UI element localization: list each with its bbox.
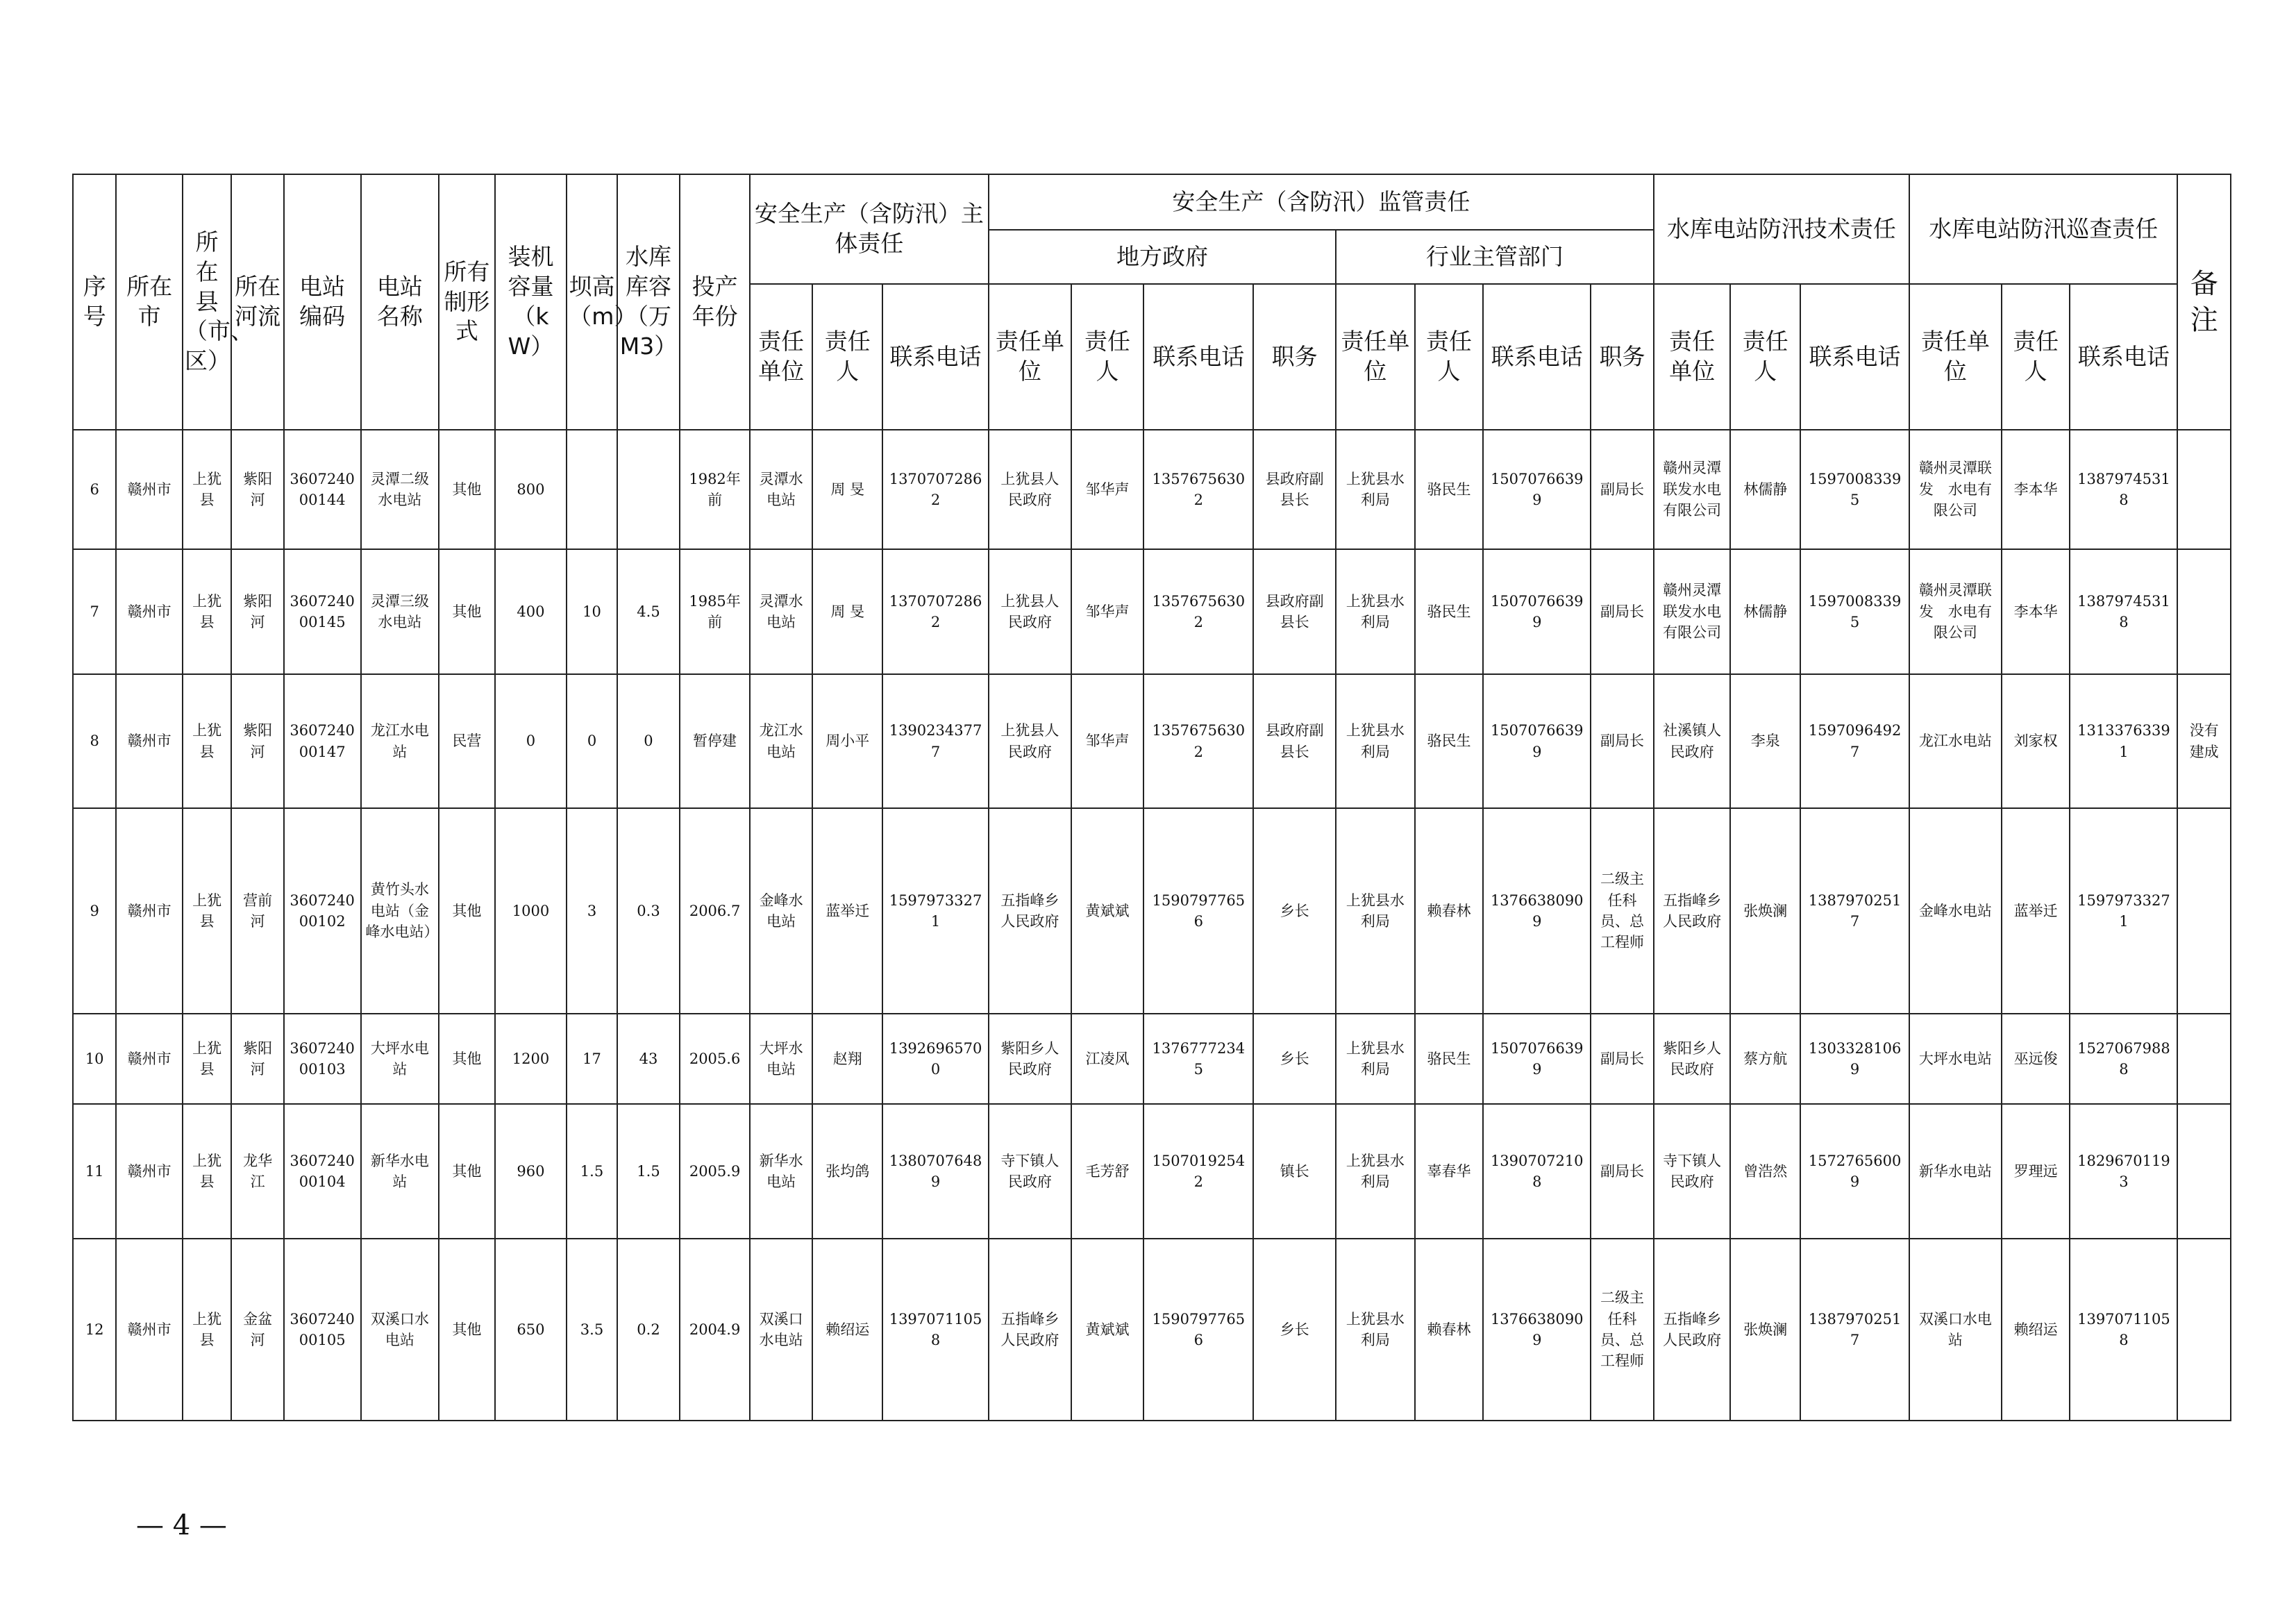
cell-gt: 15070192542 bbox=[1143, 1104, 1253, 1239]
cell-pt: 18296701193 bbox=[2070, 1104, 2177, 1239]
cell-pt: 13133763391 bbox=[2070, 674, 2177, 808]
cell-gu: 上犹县人民政府 bbox=[989, 674, 1071, 808]
cell-mu: 大坪水电站 bbox=[750, 1014, 813, 1104]
cell-gp: 邹华声 bbox=[1071, 430, 1144, 549]
cell-city: 赣州市 bbox=[116, 549, 183, 674]
cell-own: 其他 bbox=[439, 1014, 494, 1104]
cell-it: 13766380909 bbox=[1483, 808, 1591, 1014]
cell-own: 其他 bbox=[439, 808, 494, 1014]
cell-mt: 13970711058 bbox=[882, 1239, 989, 1421]
cell-mt: 13902343777 bbox=[882, 674, 989, 808]
cell-pu: 双溪口水电站 bbox=[1909, 1239, 2002, 1421]
cell-gp: 毛芳舒 bbox=[1071, 1104, 1144, 1239]
cell-ij: 副局长 bbox=[1591, 549, 1654, 674]
cell-ij: 副局长 bbox=[1591, 1014, 1654, 1104]
cell-gp: 邹华声 bbox=[1071, 674, 1144, 808]
cell-storage: 0 bbox=[617, 674, 680, 808]
header-remarks: 备注 bbox=[2177, 174, 2231, 430]
header-patrol-responsibility: 水库电站防汛巡查责任 bbox=[1909, 174, 2177, 284]
cell-name: 灵潭三级水电站 bbox=[361, 549, 439, 674]
cell-tt: 13879702517 bbox=[1800, 808, 1909, 1014]
cell-rem bbox=[2177, 1014, 2231, 1104]
cell-pp: 李本华 bbox=[2002, 549, 2070, 674]
cell-ip: 骆民生 bbox=[1415, 1014, 1484, 1104]
cell-it: 15070766399 bbox=[1483, 549, 1591, 674]
cell-rem bbox=[2177, 549, 2231, 674]
cell-gt: 13767772345 bbox=[1143, 1014, 1253, 1104]
cell-tu: 社溪镇人民政府 bbox=[1654, 674, 1731, 808]
header-tech-phone: 联系电话 bbox=[1800, 284, 1909, 430]
cell-it: 15070766399 bbox=[1483, 430, 1591, 549]
cell-ij: 二级主任科员、总工程师 bbox=[1591, 808, 1654, 1014]
cell-ip: 赖春林 bbox=[1415, 1239, 1484, 1421]
header-station-name: 电站名称 bbox=[361, 174, 439, 430]
header-main-phone: 联系电话 bbox=[882, 284, 989, 430]
cell-tu: 紫阳乡人民政府 bbox=[1654, 1014, 1731, 1104]
cell-tt: 15970964927 bbox=[1800, 674, 1909, 808]
header-year: 投产年份 bbox=[680, 174, 750, 430]
header-tech-responsibility: 水库电站防汛技术责任 bbox=[1654, 174, 1909, 284]
cell-county: 上犹县 bbox=[183, 1239, 231, 1421]
cell-code: 360724000104 bbox=[284, 1104, 361, 1239]
cell-gp: 邹华声 bbox=[1071, 549, 1144, 674]
cell-name: 大坪水电站 bbox=[361, 1014, 439, 1104]
cell-dam bbox=[567, 430, 617, 549]
cell-cap: 650 bbox=[495, 1239, 567, 1421]
cell-iu: 上犹县水利局 bbox=[1336, 674, 1415, 808]
cell-ip: 骆民生 bbox=[1415, 430, 1484, 549]
cell-mt: 13926965700 bbox=[882, 1014, 989, 1104]
cell-tp: 林儒静 bbox=[1730, 430, 1800, 549]
cell-mu: 金峰水电站 bbox=[750, 808, 813, 1014]
header-industry-phone: 联系电话 bbox=[1483, 284, 1591, 430]
table-row bbox=[73, 549, 2231, 674]
cell-pu: 金峰水电站 bbox=[1909, 808, 2002, 1014]
cell-year: 2006.7 bbox=[680, 808, 750, 1014]
cell-it: 15070766399 bbox=[1483, 674, 1591, 808]
cell-county: 上犹县 bbox=[183, 1104, 231, 1239]
header-dam-height: 坝高（m） bbox=[567, 174, 617, 430]
cell-iu: 上犹县水利局 bbox=[1336, 1014, 1415, 1104]
cell-mp: 蓝举迁 bbox=[812, 808, 882, 1014]
header-industry-person: 责任人 bbox=[1415, 284, 1484, 430]
cell-name: 双溪口水电站 bbox=[361, 1239, 439, 1421]
cell-ip: 辜春华 bbox=[1415, 1104, 1484, 1239]
cell-pu: 新华水电站 bbox=[1909, 1104, 2002, 1239]
cell-year: 暂停建 bbox=[680, 674, 750, 808]
cell-tu: 五指峰乡人民政府 bbox=[1654, 808, 1731, 1014]
cell-ij: 副局长 bbox=[1591, 674, 1654, 808]
cell-mp: 赖绍运 bbox=[812, 1239, 882, 1421]
header-city: 所在市 bbox=[116, 174, 183, 430]
cell-pt: 15270679888 bbox=[2070, 1014, 2177, 1104]
cell-mu: 龙江水电站 bbox=[750, 674, 813, 808]
cell-gu: 五指峰乡人民政府 bbox=[989, 808, 1071, 1014]
cell-rem bbox=[2177, 430, 2231, 549]
cell-dam: 3.5 bbox=[567, 1239, 617, 1421]
header-river: 所在河流 bbox=[231, 174, 283, 430]
cell-storage: 43 bbox=[617, 1014, 680, 1104]
cell-year: 1985年前 bbox=[680, 549, 750, 674]
cell-pp: 刘家权 bbox=[2002, 674, 2070, 808]
cell-pu: 赣州灵潭联发 水电有限公司 bbox=[1909, 549, 2002, 674]
cell-pt: 13879745318 bbox=[2070, 549, 2177, 674]
cell-gj: 县政府副县长 bbox=[1253, 674, 1336, 808]
cell-gu: 上犹县人民政府 bbox=[989, 549, 1071, 674]
cell-own: 其他 bbox=[439, 1104, 494, 1239]
cell-dam: 1.5 bbox=[567, 1104, 617, 1239]
cell-city: 赣州市 bbox=[116, 1014, 183, 1104]
table-row bbox=[73, 1239, 2231, 1421]
cell-iu: 上犹县水利局 bbox=[1336, 1239, 1415, 1421]
cell-river: 金盆河 bbox=[231, 1239, 283, 1421]
cell-dam: 3 bbox=[567, 808, 617, 1014]
header-gov-phone: 联系电话 bbox=[1143, 284, 1253, 430]
cell-county: 上犹县 bbox=[183, 1014, 231, 1104]
cell-rem bbox=[2177, 1239, 2231, 1421]
table-row bbox=[73, 430, 2231, 549]
cell-mt: 13707072862 bbox=[882, 430, 989, 549]
cell-storage: 0.2 bbox=[617, 1239, 680, 1421]
cell-seq: 7 bbox=[73, 549, 116, 674]
cell-name: 灵潭二级水电站 bbox=[361, 430, 439, 549]
table-row bbox=[73, 1104, 2231, 1239]
header-tech-unit: 责任单位 bbox=[1654, 284, 1731, 430]
cell-code: 360724000144 bbox=[284, 430, 361, 549]
cell-tu: 五指峰乡人民政府 bbox=[1654, 1239, 1731, 1421]
header-capacity: 装机容量（kW） bbox=[495, 174, 567, 430]
cell-seq: 10 bbox=[73, 1014, 116, 1104]
cell-storage bbox=[617, 430, 680, 549]
cell-tt: 15970083395 bbox=[1800, 430, 1909, 549]
table-header bbox=[73, 174, 2231, 430]
cell-river: 紫阳河 bbox=[231, 549, 283, 674]
cell-mu: 灵潭水电站 bbox=[750, 430, 813, 549]
cell-county: 上犹县 bbox=[183, 674, 231, 808]
cell-cap: 800 bbox=[495, 430, 567, 549]
cell-own: 其他 bbox=[439, 1239, 494, 1421]
cell-it: 13766380909 bbox=[1483, 1239, 1591, 1421]
cell-iu: 上犹县水利局 bbox=[1336, 430, 1415, 549]
cell-tt: 15727656009 bbox=[1800, 1104, 1909, 1239]
cell-mu: 双溪口水电站 bbox=[750, 1239, 813, 1421]
cell-city: 赣州市 bbox=[116, 1104, 183, 1239]
cell-own: 其他 bbox=[439, 549, 494, 674]
cell-iu: 上犹县水利局 bbox=[1336, 808, 1415, 1014]
cell-gj: 乡长 bbox=[1253, 1014, 1336, 1104]
cell-mu: 新华水电站 bbox=[750, 1104, 813, 1239]
cell-cap: 960 bbox=[495, 1104, 567, 1239]
header-gov-position: 职务 bbox=[1253, 284, 1336, 430]
cell-seq: 11 bbox=[73, 1104, 116, 1239]
cell-rem bbox=[2177, 808, 2231, 1014]
cell-seq: 9 bbox=[73, 808, 116, 1014]
cell-year: 2004.9 bbox=[680, 1239, 750, 1421]
cell-gt: 13576756302 bbox=[1143, 674, 1253, 808]
cell-own: 民营 bbox=[439, 674, 494, 808]
cell-ij: 二级主任科员、总工程师 bbox=[1591, 1239, 1654, 1421]
cell-pt: 13970711058 bbox=[2070, 1239, 2177, 1421]
cell-storage: 4.5 bbox=[617, 549, 680, 674]
cell-gu: 五指峰乡人民政府 bbox=[989, 1239, 1071, 1421]
cell-gt: 13576756302 bbox=[1143, 549, 1253, 674]
cell-pp: 巫远俊 bbox=[2002, 1014, 2070, 1104]
table-body bbox=[73, 430, 2231, 1421]
header-gov-person: 责任人 bbox=[1071, 284, 1144, 430]
cell-ip: 骆民生 bbox=[1415, 549, 1484, 674]
cell-iu: 上犹县水利局 bbox=[1336, 549, 1415, 674]
cell-dam: 0 bbox=[567, 674, 617, 808]
header-station-code: 电站编码 bbox=[284, 174, 361, 430]
cell-it: 15070766399 bbox=[1483, 1014, 1591, 1104]
cell-rem: 没有建成 bbox=[2177, 674, 2231, 808]
cell-pp: 赖绍运 bbox=[2002, 1239, 2070, 1421]
cell-tt: 13879702517 bbox=[1800, 1239, 1909, 1421]
cell-mp: 周 旻 bbox=[812, 430, 882, 549]
header-ownership: 所有制形式 bbox=[439, 174, 494, 430]
cell-gt: 15907977656 bbox=[1143, 808, 1253, 1014]
cell-mt: 13707072862 bbox=[882, 549, 989, 674]
cell-seq: 6 bbox=[73, 430, 116, 549]
header-gov-unit: 责任单位 bbox=[989, 284, 1071, 430]
cell-pp: 李本华 bbox=[2002, 430, 2070, 549]
cell-gp: 黄斌斌 bbox=[1071, 808, 1144, 1014]
cell-tu: 寺下镇人民政府 bbox=[1654, 1104, 1731, 1239]
cell-gj: 镇长 bbox=[1253, 1104, 1336, 1239]
header-tech-person: 责任人 bbox=[1730, 284, 1800, 430]
cell-city: 赣州市 bbox=[116, 430, 183, 549]
cell-code: 360724000105 bbox=[284, 1239, 361, 1421]
cell-tp: 张焕澜 bbox=[1730, 1239, 1800, 1421]
header-main-person: 责任人 bbox=[812, 284, 882, 430]
cell-name: 黄竹头水电站（金峰水电站） bbox=[361, 808, 439, 1014]
cell-tp: 张焕澜 bbox=[1730, 808, 1800, 1014]
cell-mt: 13807076489 bbox=[882, 1104, 989, 1239]
table-row bbox=[73, 1014, 2231, 1104]
cell-city: 赣州市 bbox=[116, 1239, 183, 1421]
cell-storage: 0.3 bbox=[617, 808, 680, 1014]
cell-river: 紫阳河 bbox=[231, 1014, 283, 1104]
cell-ij: 副局长 bbox=[1591, 430, 1654, 549]
header-industry-unit: 责任单位 bbox=[1336, 284, 1415, 430]
cell-gj: 县政府副县长 bbox=[1253, 549, 1336, 674]
cell-gt: 15907977656 bbox=[1143, 1239, 1253, 1421]
header-county: 所在县（市、区） bbox=[183, 174, 231, 430]
cell-mp: 张均鸽 bbox=[812, 1104, 882, 1239]
cell-code: 360724000147 bbox=[284, 674, 361, 808]
cell-tp: 李泉 bbox=[1730, 674, 1800, 808]
cell-year: 2005.9 bbox=[680, 1104, 750, 1239]
cell-ij: 副局长 bbox=[1591, 1104, 1654, 1239]
cell-cap: 1000 bbox=[495, 808, 567, 1014]
cell-ip: 赖春林 bbox=[1415, 808, 1484, 1014]
cell-code: 360724000102 bbox=[284, 808, 361, 1014]
cell-seq: 12 bbox=[73, 1239, 116, 1421]
cell-gj: 乡长 bbox=[1253, 808, 1336, 1014]
header-supervision-responsibility: 安全生产（含防汛）监管责任 bbox=[989, 174, 1654, 230]
cell-storage: 1.5 bbox=[617, 1104, 680, 1239]
cell-dam: 17 bbox=[567, 1014, 617, 1104]
page-number: — 4 — bbox=[136, 1509, 227, 1541]
cell-year: 2005.6 bbox=[680, 1014, 750, 1104]
cell-gt: 13576756302 bbox=[1143, 430, 1253, 549]
cell-ip: 骆民生 bbox=[1415, 674, 1484, 808]
cell-river: 营前河 bbox=[231, 808, 283, 1014]
cell-gp: 江凌风 bbox=[1071, 1014, 1144, 1104]
cell-mp: 周 旻 bbox=[812, 549, 882, 674]
cell-year: 1982年前 bbox=[680, 430, 750, 549]
header-patrol-unit: 责任单位 bbox=[1909, 284, 2002, 430]
cell-mt: 15979733271 bbox=[882, 808, 989, 1014]
cell-gj: 县政府副县长 bbox=[1253, 430, 1336, 549]
cell-code: 360724000145 bbox=[284, 549, 361, 674]
cell-pp: 蓝举迁 bbox=[2002, 808, 2070, 1014]
cell-mu: 灵潭水电站 bbox=[750, 549, 813, 674]
cell-name: 龙江水电站 bbox=[361, 674, 439, 808]
header-patrol-person: 责任人 bbox=[2002, 284, 2070, 430]
cell-tp: 蔡方航 bbox=[1730, 1014, 1800, 1104]
cell-tt: 13033281069 bbox=[1800, 1014, 1909, 1104]
cell-mp: 赵翔 bbox=[812, 1014, 882, 1104]
header-industry-position: 职务 bbox=[1591, 284, 1654, 430]
cell-pt: 15979733271 bbox=[2070, 808, 2177, 1014]
cell-county: 上犹县 bbox=[183, 430, 231, 549]
cell-tu: 赣州灵潭联发水电有限公司 bbox=[1654, 430, 1731, 549]
cell-rem bbox=[2177, 1104, 2231, 1239]
cell-gu: 寺下镇人民政府 bbox=[989, 1104, 1071, 1239]
table-row bbox=[73, 674, 2231, 808]
header-storage: 水库库容（万M3） bbox=[617, 174, 680, 430]
cell-tp: 曾浩然 bbox=[1730, 1104, 1800, 1239]
cell-river: 紫阳河 bbox=[231, 674, 283, 808]
cell-river: 紫阳河 bbox=[231, 430, 283, 549]
cell-pt: 13879745318 bbox=[2070, 430, 2177, 549]
cell-own: 其他 bbox=[439, 430, 494, 549]
cell-tt: 15970083395 bbox=[1800, 549, 1909, 674]
cell-gp: 黄斌斌 bbox=[1071, 1239, 1144, 1421]
cell-city: 赣州市 bbox=[116, 674, 183, 808]
header-main-responsibility: 安全生产（含防汛）主体责任 bbox=[750, 174, 989, 284]
cell-gj: 乡长 bbox=[1253, 1239, 1336, 1421]
cell-code: 360724000103 bbox=[284, 1014, 361, 1104]
cell-cap: 1200 bbox=[495, 1014, 567, 1104]
header-seq: 序号 bbox=[73, 174, 116, 430]
cell-city: 赣州市 bbox=[116, 808, 183, 1014]
responsibility-table bbox=[72, 174, 2231, 1421]
cell-pp: 罗理远 bbox=[2002, 1104, 2070, 1239]
table-row bbox=[73, 808, 2231, 1014]
cell-river: 龙华江 bbox=[231, 1104, 283, 1239]
cell-name: 新华水电站 bbox=[361, 1104, 439, 1239]
cell-gu: 紫阳乡人民政府 bbox=[989, 1014, 1071, 1104]
cell-it: 13907072108 bbox=[1483, 1104, 1591, 1239]
cell-seq: 8 bbox=[73, 674, 116, 808]
cell-pu: 赣州灵潭联发 水电有限公司 bbox=[1909, 430, 2002, 549]
cell-pu: 大坪水电站 bbox=[1909, 1014, 2002, 1104]
cell-iu: 上犹县水利局 bbox=[1336, 1104, 1415, 1239]
cell-county: 上犹县 bbox=[183, 549, 231, 674]
header-industry-department: 行业主管部门 bbox=[1336, 230, 1654, 284]
header-main-unit: 责任单位 bbox=[750, 284, 813, 430]
header-patrol-phone: 联系电话 bbox=[2070, 284, 2177, 430]
cell-gu: 上犹县人民政府 bbox=[989, 430, 1071, 549]
cell-cap: 0 bbox=[495, 674, 567, 808]
cell-mp: 周小平 bbox=[812, 674, 882, 808]
cell-tp: 林儒静 bbox=[1730, 549, 1800, 674]
cell-cap: 400 bbox=[495, 549, 567, 674]
cell-pu: 龙江水电站 bbox=[1909, 674, 2002, 808]
cell-dam: 10 bbox=[567, 549, 617, 674]
cell-county: 上犹县 bbox=[183, 808, 231, 1014]
header-local-government: 地方政府 bbox=[989, 230, 1336, 284]
cell-tu: 赣州灵潭联发水电有限公司 bbox=[1654, 549, 1731, 674]
